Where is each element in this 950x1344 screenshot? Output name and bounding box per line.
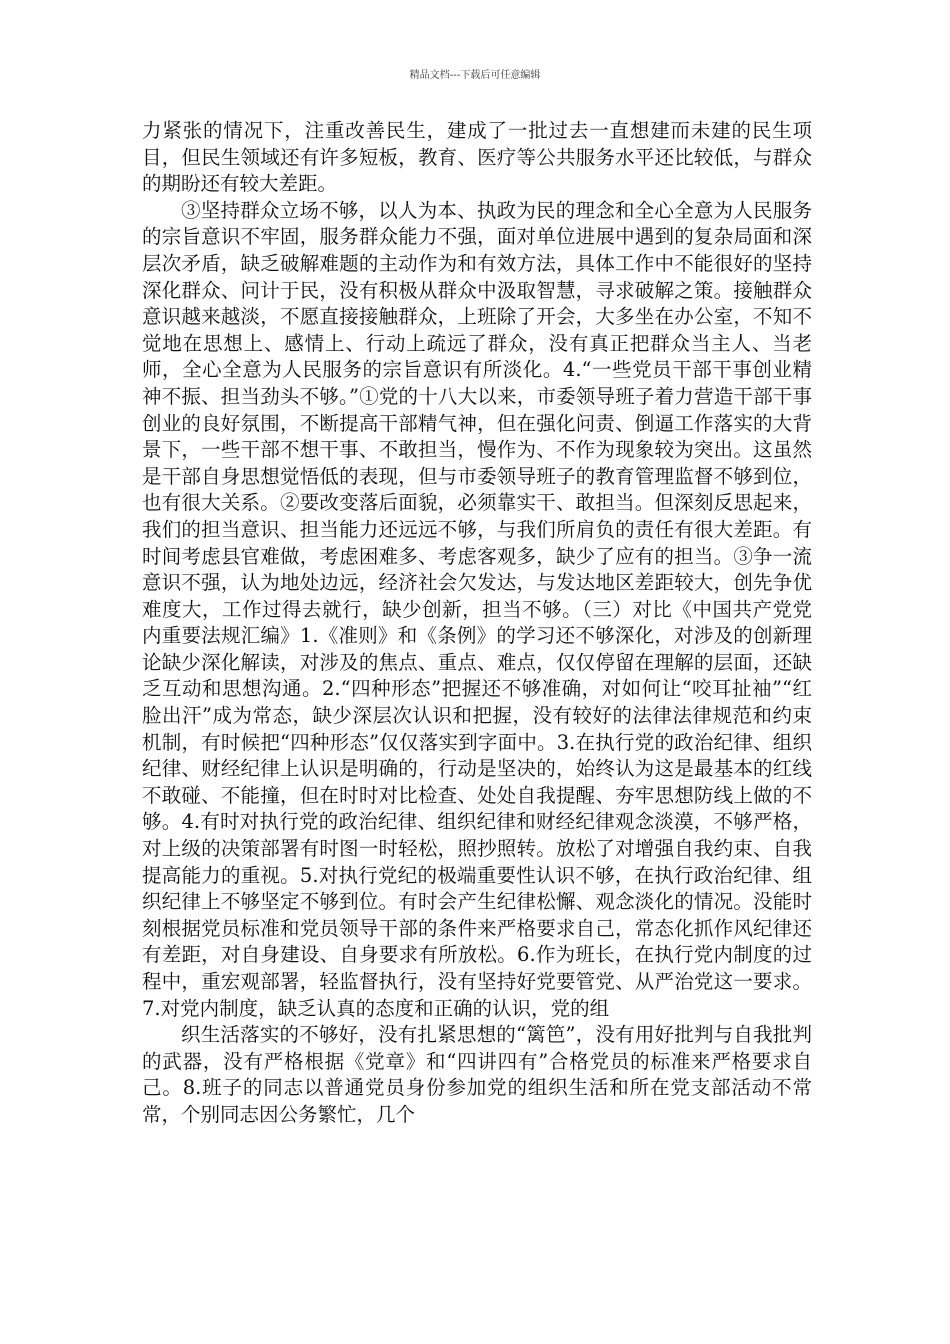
document-body — [142, 118, 812, 1129]
paragraph-1: 力紧张的情况下，注重改善民生，建成了一批过去一直想建而未建的民生项目，但民生领域还有许多短板，教育、医疗等公共服务水平还比较低，与群众的期盼还有较大差距。 — [142, 119, 812, 196]
paragraph-2: ③坚持群众立场不够，以人为本、执政为民的理念和全心全意为人民服务的宗旨意识不牢固，服务群众能力不强，面对单位进展中遇到的复杂局面和深层次矛盾，缺乏破解难题的主动作为和有效方法，具体工作中不能很好的坚持深化群众、问计于民，没有积极从群众中汲取智慧，寻求破解之策。接触群众意识越来越淡，不愿直接接触群众，上班除了开会，大多坐在办公室，不知不觉地在思想上、感情上、行动上疏远了群众，没有真正把群众当主人、当老师，全心全意为人民服务的宗旨意识有所淡化。4.“一些党员干部干事创业精神不振、担当劲头不够。”①党的十八大以来，市委领导班子着力营造干部干事创业的良好氛围，不断提高干部精气神，但在强化问责、倒逼工作落实的大背景下，一些干部不想干事、不敢担当，慢作为、不作为现象较为突出。这虽然是干部自身思想觉悟低的表现，但与市委领导班子的教育管理监督不够到位，也有很大关系。②要改变落后面貌，必须靠实干、敢担当。但深刻反思起来，我们的担当意识、担当能力还远远不够，与我们所肩负的责任有很大差距。有时间考虑县官难做，考虑困难多、考虑客观多，缺少了应有的担当。③争一流意识不强，认为地处边远，经济社会欠发达，与发达地区差距较大，创先争优难度大，工作过得去就行，缺少创新，担当不够。（三）对比《中国共产党党内重要法规汇编》1.《准则》和《条例》的学习还不够深化，对涉及的创新理论缺少深化解读，对涉及的焦点、重点、难点，仅仅停留在理解的层面，还缺乏互动和思想沟通。2.“四种形态”把握还不够准确，对如何让“咬耳扯袖”“红脸出汗”成为常态，缺少深层次认识和把握，没有较好的法律法律规范和约束机制，有时候把“四种形态”仅仅落实到字面中。3.在执行党的政治纪律、组织纪律、财经纪律上认识是明确的，行动是坚决的，始终认为这是最基本的红线不敢碰、不能撞，但在时时对比检查、处处自我提醒、夯牢思想防线上做的不够。4.有时对执行党的政治纪律、组织纪律和财经纪律观念淡漠，不够严格，对上级的决策部署有时图一时轻松，照抄照转。放松了对增强自我约束、自我提高能力的重视。5.对执行党纪的极端重要性认识不够，在执行政治纪律、组织纪律上不够坚定不够到位。有时会产生纪律松懈、观念淡化的情况。没能时刻根据党员标准和党员领导干部的条件来严格要求自己，常态化抓作风纪律还有差距，对自身建设、自身要求有所放松。6.作为班长，在执行党内制度的过程中，重宏观部署，轻监督执行，没有坚持好党要管党、从严治党这一要求。7.对党内制度，缺乏认真的态度和正确的认识，党的组 — [142, 198, 812, 1020]
page-header: 精品文档---下载后可任意编辑 — [409, 70, 541, 81]
paragraph-3: 织生活落实的不够好，没有扎紧思想的“篱笆”，没有用好批判与自我批判的武器，没有严格根据《党章》和“四讲四有”合格党员的标准来严格要求自己。8.班子的同志以普通党员身份参加党的组织生活和所在党支部活动不常常，个别同志因公务繁忙，几个 — [142, 1023, 812, 1126]
